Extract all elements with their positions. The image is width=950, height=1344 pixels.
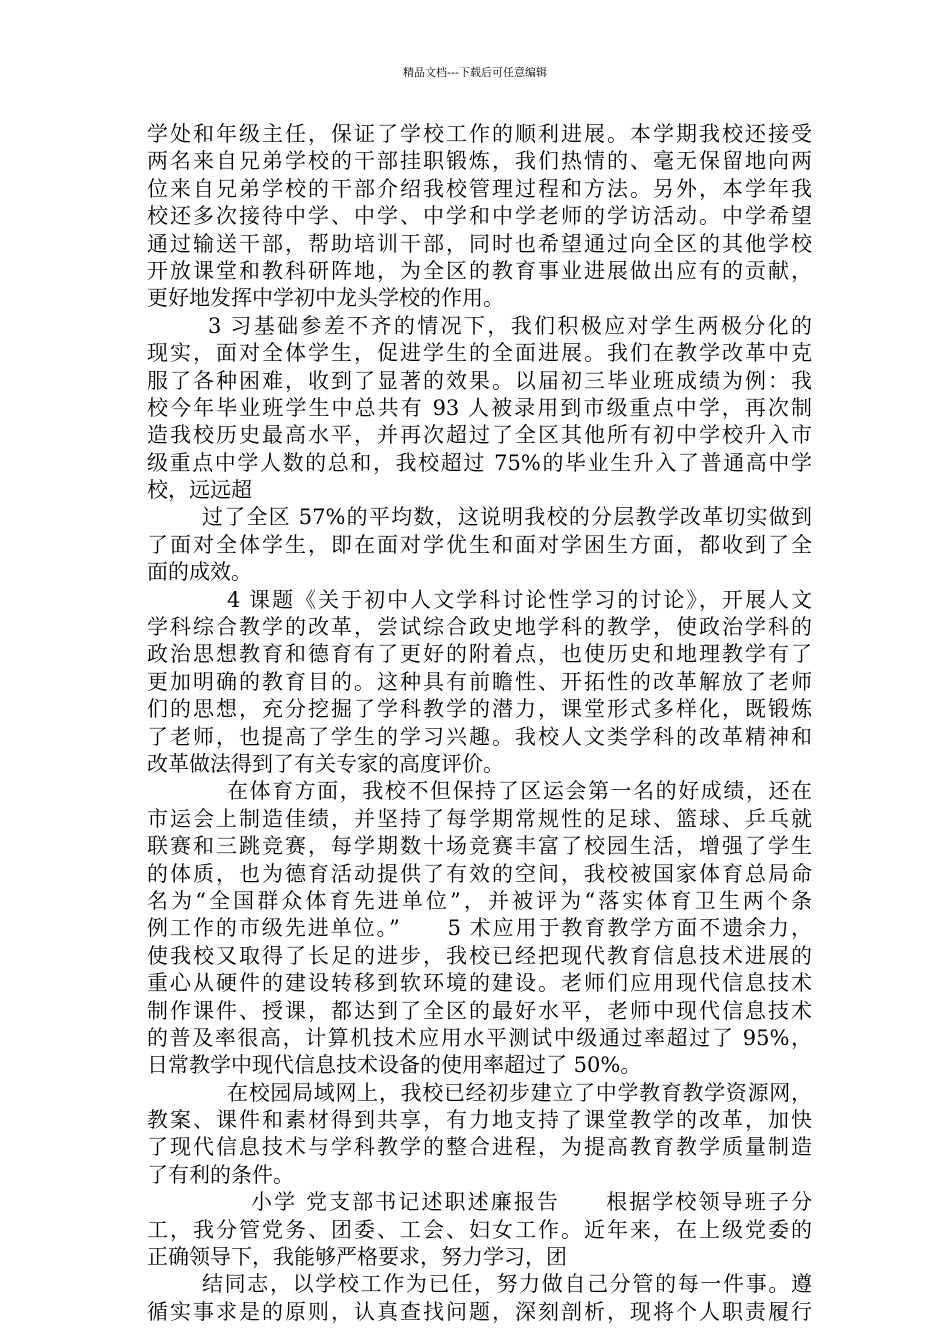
text-line: 政治思想教育和德育有了更好的附着点，也使历史和地理教学有了 <box>147 642 812 667</box>
text-line: 开放课堂和教科研阵地，为全区的教育事业进展做出应有的贡献， <box>147 258 812 283</box>
text-line: 学科综合教学的改革，尝试综合政史地学科的教学，使政治学科的 <box>147 615 812 640</box>
text-line: 日常教学中现代信息技术设备的使用率超过了 50%。 <box>147 1053 642 1078</box>
text-line: 工，我分管党务、团委、工会、妇女工作。近年来，在上级党委的 <box>147 1217 812 1242</box>
text-line: 市运会上制造佳绩，并坚持了每学期常规性的足球、篮球、乒乓就 <box>147 806 812 831</box>
page-header: 精品文档---下载后可任意编辑 <box>403 66 547 79</box>
text-line: 4 课题《关于初中人文学科讨论性学习的讨论》，开展人文 <box>227 587 812 612</box>
text-line: 们的思想，充分挖掘了学科教学的潜力，课堂形式多样化，既锻炼 <box>147 697 812 722</box>
text-line: 现实，面对全体学生，促进学生的全面进展。我们在教学改革中克 <box>147 341 812 366</box>
text-line: 例工作的市级先进单位。” 5 术应用于教育教学方面不遗余力， <box>147 916 812 941</box>
text-line: 两名来自兄弟学校的干部挂职锻炼，我们热情的、毫无保留地向两 <box>147 149 812 174</box>
text-line: 了老师，也提高了学生的学习兴趣。我校人文类学科的改革精神和 <box>147 724 812 749</box>
text-line: 的普及率很高，计算机技术应用水平测试中级通过率超过了 95%， <box>147 1025 812 1050</box>
text-line: 了现代信息技术与学科教学的整合进程，为提高教育教学质量制造 <box>147 1135 812 1160</box>
text-line: 名为“全国群众体育先进单位”，并被评为“落实体育卫生两个条 <box>147 888 812 913</box>
text-line: 了有利的条件。 <box>147 1162 294 1187</box>
text-line: 正确领导下，我能够严格要求，努力学习，团 <box>147 1245 567 1270</box>
text-line: 结同志，以学校工作为已任，努力做自己分管的每一件事。遵 <box>202 1272 812 1297</box>
text-line: 小学 党支部书记述职述廉报告 根据学校领导班子分 <box>251 1190 812 1215</box>
text-line: 制作课件、授课，都达到了全区的最好水平，老师中现代信息技术 <box>147 998 812 1023</box>
text-line: 教案、课件和素材得到共享，有力地支持了课堂教学的改革，加快 <box>147 1108 812 1133</box>
text-line: 过了全区 57%的平均数，这说明我校的分层教学改革切实做到 <box>202 505 812 530</box>
text-line: 服了各种困难，收到了显著的效果。以届初三毕业班成绩为例：我 <box>147 368 812 393</box>
text-line: 联赛和三跳竞赛，每学期数十场竞赛丰富了校园生活，增强了学生 <box>147 834 812 859</box>
text-line: 重心从硬件的建设转移到软环境的建设。老师们应用现代信息技术 <box>147 971 812 996</box>
text-line: 的体质，也为德育活动提供了有效的空间，我校被国家体育总局命 <box>147 861 812 886</box>
text-line: 校今年毕业班学生中总共有 93 人被录用到市级重点中学，再次制 <box>147 395 812 420</box>
text-line: 校还多次接待中学、中学、中学和中学老师的学访活动。中学希望 <box>147 204 812 229</box>
text-line: 在体育方面，我校不但保持了区运会第一名的好成绩，还在 <box>227 779 812 804</box>
text-line: 级重点中学人数的总和，我校超过 75%的毕业生升入了普通高中学 <box>147 450 812 475</box>
text-line: 更好地发挥中学初中龙头学校的作用。 <box>147 286 504 311</box>
text-line: 更加明确的教育目的。这种具有前瞻性、开拓性的改革解放了老师 <box>147 669 812 694</box>
text-line: 学处和年级主任，保证了学校工作的顺利进展。本学期我校还接受 <box>147 122 812 146</box>
text-line: 在校园局域网上，我校已经初步建立了中学教育教学资源网， <box>227 1080 812 1105</box>
text-line: 通过输送干部，帮助培训干部，同时也希望通过向全区的其他学校 <box>147 231 812 256</box>
document-body <box>147 121 812 1326</box>
text-line: 使我校又取得了长足的进步，我校已经把现代教育信息技术进展的 <box>147 943 812 968</box>
text-line: 改革做法得到了有关专家的高度评价。 <box>147 751 504 776</box>
text-line: 了面对全体学生，即在面对学优生和面对学困生方面，都收到了全 <box>147 532 812 557</box>
text-line: 面的成效。 <box>147 560 252 585</box>
text-line: 位来自兄弟学校的干部介绍我校管理过程和方法。另外，本学年我 <box>147 176 812 201</box>
text-line: 循实事求是的原则，认真查找问题，深刻剖析，现将个人职责履行 <box>147 1299 812 1324</box>
text-line: 造我校历史最高水平，并再次超过了全区其他所有初中学校升入市 <box>147 423 812 448</box>
text-line: 校，远远超 <box>147 478 252 503</box>
text-line: 3 习基础参差不齐的情况下，我们积极应对学生两极分化的 <box>208 313 812 338</box>
